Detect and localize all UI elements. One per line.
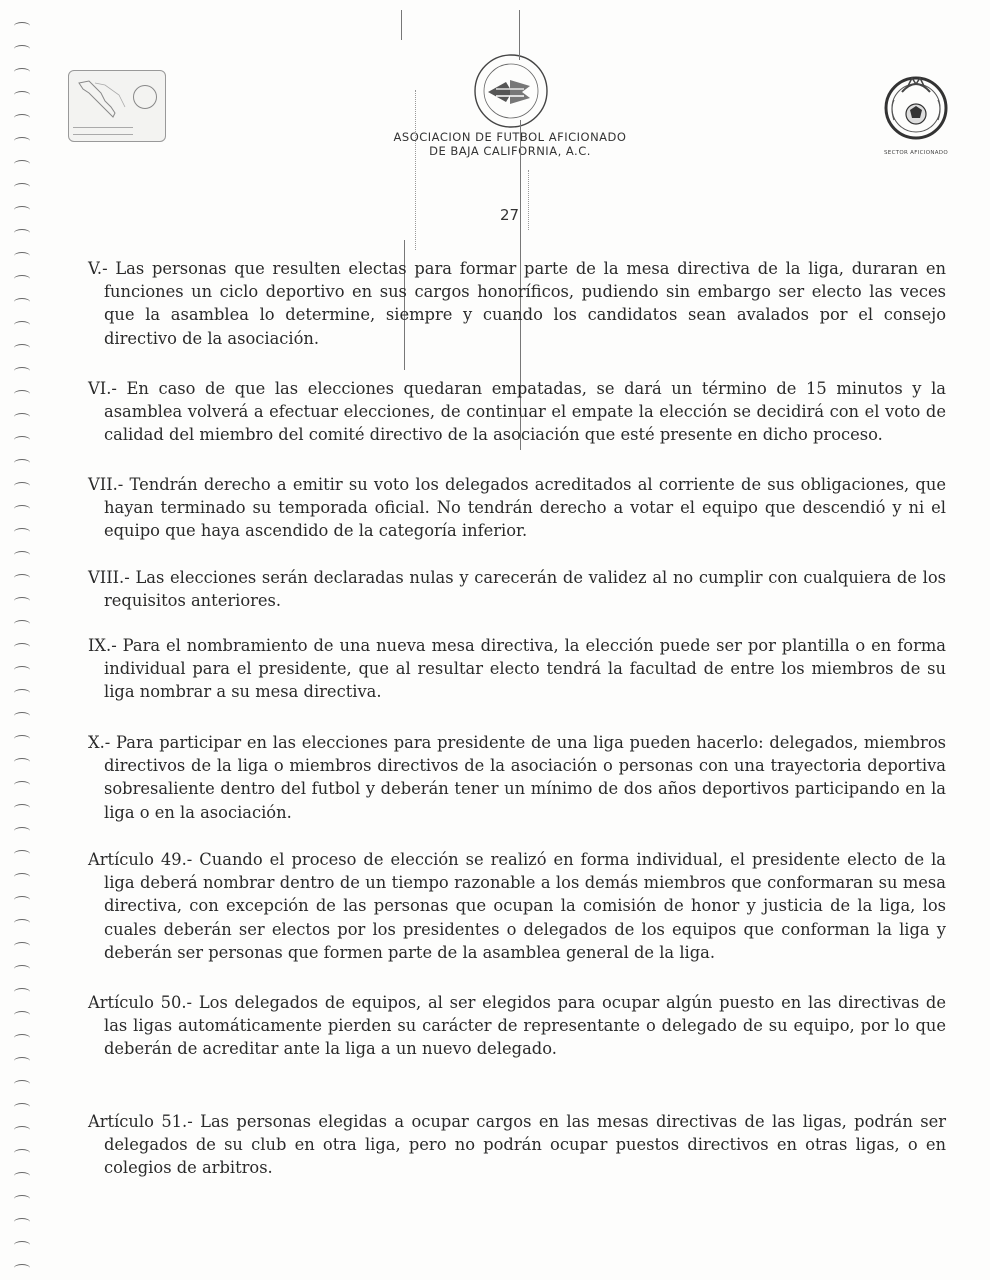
paragraph-label: IX.- — [88, 636, 117, 655]
paragraph-text: Para el nombramiento de una nueva mesa directiva, la elección puede ser por plantilla o en forma individual para el presidente, que al resultar electo tendrá la facultad de entre los miembros de su liga nombrar a su mesa directiva. — [104, 636, 946, 702]
article-text: Los delegados de equipos, al ser elegidos para ocupar algún puesto en las directivas de las ligas automáticamente pierden su carácter de representante o delegado de su equipo, por lo que deberán de acreditar ante la liga a un nuevo delegado. — [104, 993, 946, 1059]
scan-artifact-line — [519, 10, 520, 60]
map-icon — [75, 77, 131, 125]
paragraph-label: V.- — [88, 259, 108, 278]
page-number: 27 — [500, 206, 520, 224]
binder-hole-marks — [14, 22, 44, 1272]
paragraph-label: VIII.- — [88, 568, 130, 587]
baja-california-logo — [68, 70, 166, 142]
paragraph-text: Las personas que resulten electas para formar parte de la mesa directiva de la liga, duraran en funciones un ciclo deportivo en sus cargos honoríficos, pudiendo sin embargo ser electo las veces que la asamblea lo determine, siempre y cuando los candidatos sean avalados por el consejo directivo de la asociación. — [104, 259, 946, 348]
org-line-2: DE BAJA CALIFORNIA, A.C. — [429, 144, 591, 158]
scan-artifact-line — [401, 10, 402, 40]
paragraph-text: En caso de que las elecciones quedaran empatadas, se dará un término de 15 minutos y la asamblea volverá a efectuar elecciones, de continuar el empate la elección se decidirá con el voto de calidad del miembro del comité directivo de la asociación que esté presente en dicho proceso. — [104, 379, 946, 445]
paragraph-v — [88, 257, 946, 350]
scan-artifact-line — [415, 90, 416, 250]
paragraph-label: VII.- — [88, 475, 124, 494]
article-label: Artículo 49.- — [88, 850, 193, 869]
paragraph-ix — [88, 634, 946, 704]
article-text: Las personas elegidas a ocupar cargos en las mesas directivas de las ligas, podrán ser delegados de su club en otra liga, pero no podrán ocupar puestos directivos en otras ligas, o en colegios de arbitros. — [104, 1112, 946, 1178]
paragraph-text: Tendrán derecho a emitir su voto los delegados acreditados al corriente de sus obligaciones, que hayan terminado su temporada oficial. No tendrán derecho a votar el equipo que descendió y ni el equipo que haya ascendido de la categoría inferior. — [104, 475, 946, 541]
paragraph-viii — [88, 566, 946, 612]
paragraph-label: X.- — [88, 733, 111, 752]
futbol-mexicano-logo — [472, 52, 550, 130]
paragraph-text: Para participar en las elecciones para presidente de una liga pueden hacerlo: delegados, miembros directivos de la liga o miembros directivos de la asociación o personas con una trayectoria deportiva sobresaliente dentro del futbol y deberán tener un mínimo de dos años deportivos participando en la liga o en la asociación. — [104, 733, 946, 822]
paragraph-vii — [88, 473, 946, 543]
article-49 — [88, 848, 946, 964]
ball-icon — [133, 85, 157, 109]
scan-artifact-line — [528, 170, 529, 230]
paragraph-text: Las elecciones serán declaradas nulas y carecerán de validez al no cumplir con cualquiera de los requisitos anteriores. — [104, 568, 946, 611]
article-51 — [88, 1110, 946, 1180]
organization-name — [330, 130, 690, 158]
federation-seal-icon — [880, 64, 952, 150]
article-text: Cuando el proceso de elección se realizó en forma individual, el presidente electo de la liga deberá nombrar dentro de un tiempo razonable a los demás miembros que conformaran su mesa directiva, con excepción de las personas que ocupan la comisión de honor y justicia de la liga, los cuales deberán ser electos por los presidentes o delegados de los equipos que conforman la liga y deberán ser personas que formen parte de la asamblea general de la liga. — [104, 850, 946, 962]
article-label: Artículo 51.- — [88, 1112, 193, 1131]
logo-caption-lines — [73, 127, 133, 135]
article-label: Artículo 50.- — [88, 993, 193, 1012]
paragraph-label: VI.- — [88, 379, 117, 398]
org-line-1: ASOCIACION DE FUTBOL AFICIONADO — [393, 130, 627, 144]
paragraph-vi — [88, 377, 946, 447]
sector-aficionado-logo — [880, 64, 952, 160]
article-50 — [88, 991, 946, 1061]
sector-aficionado-label: SECTOR AFICIONADO — [884, 150, 948, 156]
paragraph-x — [88, 731, 946, 824]
